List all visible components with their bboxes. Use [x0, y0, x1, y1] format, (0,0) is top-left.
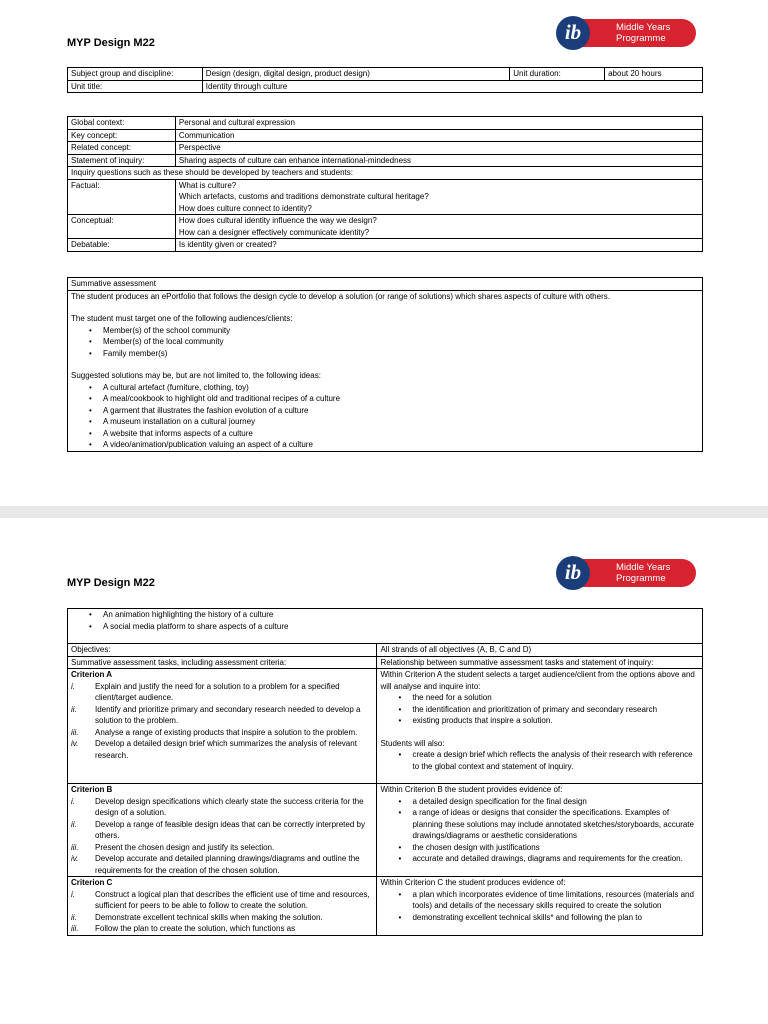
conceptual-questions: [175, 215, 702, 239]
logo-band: [578, 19, 696, 47]
related-concept-label: Related concept:: [68, 142, 176, 155]
list-item: i. Construct a logical plan that describes the efficient use of time and resources, sufficient for peers to be able to follow to create the solution.: [71, 889, 370, 910]
related-concept-value: Perspective: [175, 142, 702, 155]
ib-logo: [556, 16, 698, 50]
criterion-c-tasks: [68, 877, 377, 936]
summative-body: [68, 290, 703, 451]
list-item: iv. Develop a detailed design brief which summarizes the analysis of relevant research.: [71, 739, 357, 760]
unit-info-table: [67, 67, 703, 93]
debatable-question: Is identity given or created?: [175, 239, 702, 252]
factual-question: What is culture?: [178, 180, 237, 190]
inquiry-table: [67, 116, 703, 252]
criterion-c-rel-intro: Within Criterion C the student produces evidence of:: [380, 878, 566, 887]
list-item: • a range of ideas or designs that consider the specifications. Examples of planning these solutions may include annotated sketches/storyboards, accurate drawings/diagrams or aesthetic considerations: [380, 807, 699, 842]
list-item: iii. Follow the plan to create the solution, which functions as: [71, 924, 296, 933]
list-item: • A video/animation/publication valuing an aspect of a culture: [71, 439, 699, 451]
list-item: i. Develop design specifications which clearly state the success criteria for the design of a solution.: [71, 796, 364, 817]
key-concept-value: Communication: [175, 129, 702, 142]
ib-emblem-icon: ib: [556, 556, 590, 590]
criterion-a-list: [71, 681, 373, 762]
solutions-list: [71, 382, 699, 451]
list-item: ii. Develop a range of feasible design ideas that can be correctly interpreted by others.: [71, 819, 365, 840]
criterion-b-tasks: [68, 784, 377, 877]
logo-line-2: Programme: [616, 33, 666, 44]
students-also-list: [380, 749, 699, 772]
factual-label: Factual:: [68, 179, 176, 215]
solutions-intro: Suggested solutions may be, but are not limited to, the following ideas:: [71, 371, 321, 380]
list-item: • create a design brief which reflects the analysis of their research with reference to the global context and statement of inquiry.: [380, 749, 699, 772]
list-item: • the chosen design with justifications: [380, 842, 699, 854]
list-item: • Member(s) of the school community: [71, 325, 699, 337]
list-item: • demonstrating excellent technical skills* and following the plan to: [380, 912, 699, 924]
conceptual-question: How does cultural identity influence the way we design?: [178, 216, 377, 225]
list-item: • accurate and detailed drawings, diagrams and requirements for the creation.: [380, 853, 699, 865]
criterion-c-title: Criterion C: [71, 878, 113, 887]
list-item: • a detailed design specification for the final design: [380, 796, 699, 808]
solutions-continued: [68, 609, 703, 644]
document-page-2: [0, 518, 768, 1024]
factual-questions: [175, 179, 702, 215]
list-item: • A website that informs aspects of a culture: [71, 428, 699, 440]
summative-assessment-table: [67, 277, 703, 452]
list-item: i. Explain and justify the need for a solution to a problem for a specified client/target audience.: [71, 681, 340, 702]
list-item: • existing products that inspire a solution.: [380, 715, 699, 727]
list-item: • A garment that illustrates the fashion evolution of a culture: [71, 405, 699, 417]
criterion-c-rel-list: [380, 889, 699, 924]
tasks-column-heading: Summative assessment tasks, including assessment criteria:: [68, 656, 377, 669]
list-item: iv. Develop accurate and detailed planning drawings/diagrams and outline the requirements for the creation of the chosen solution.: [71, 854, 360, 875]
criterion-a-rel-list: [380, 692, 699, 727]
logo-line-1: Middle Years: [616, 22, 671, 33]
unit-title-value: Identity through culture: [202, 80, 702, 93]
list-item: • A museum installation on a cultural journey: [71, 416, 699, 428]
objectives-label: Objectives:: [68, 644, 377, 657]
criterion-b-rel-intro: Within Criterion B the student provides evidence of:: [380, 785, 563, 794]
list-item: • the identification and prioritization of primary and secondary research: [380, 704, 699, 716]
summative-heading: Summative assessment: [68, 278, 703, 291]
conceptual-label: Conceptual:: [68, 215, 176, 239]
subject-label: Subject group and discipline:: [68, 68, 203, 81]
audience-list: [71, 325, 699, 360]
list-item: • Family member(s): [71, 348, 699, 360]
global-context-label: Global context:: [68, 117, 176, 130]
key-concept-label: Key concept:: [68, 129, 176, 142]
list-item: ii. Demonstrate excellent technical skills when making the solution.: [71, 912, 323, 922]
list-item: ii. Identify and prioritize primary and secondary research needed to develop a solution to the problem.: [71, 704, 361, 725]
factual-question: How does culture connect to identity?: [178, 203, 312, 213]
unit-title-label: Unit title:: [68, 80, 203, 93]
criterion-b-rel-list: [380, 796, 699, 865]
list-item: • A cultural artefact (furniture, clothing, toy): [71, 382, 699, 394]
factual-question: Which artefacts, customs and traditions demonstrate cultural heritage?: [178, 192, 429, 201]
ib-emblem-icon: ib: [556, 16, 590, 50]
conceptual-question: How can a designer effectively communicate identity?: [178, 227, 370, 237]
assessment-table: [67, 608, 703, 936]
document-title: MYP Design M22: [67, 37, 155, 49]
students-also-label: Students will also:: [380, 738, 445, 748]
subject-value: Design (design, digital design, product design): [202, 68, 509, 81]
criterion-c-list: [71, 889, 373, 935]
criterion-a-rel-intro: Within Criterion A the student selects a target audience/client from the options above and will analyse and inquire into:: [380, 670, 695, 691]
criterion-b-list: [71, 796, 373, 877]
criterion-b-title: Criterion B: [71, 785, 113, 794]
document-title: MYP Design M22: [67, 577, 155, 589]
logo-band: [578, 559, 696, 587]
list-item: • An animation highlighting the history of a culture: [71, 609, 699, 621]
criterion-a-tasks: [68, 669, 377, 784]
global-context-value: Personal and cultural expression: [175, 117, 702, 130]
list-item: iii. Present the chosen design and justify its selection.: [71, 842, 275, 852]
audience-intro: The student must target one of the following audiences/clients:: [71, 314, 293, 323]
list-item: • the need for a solution: [380, 692, 699, 704]
document-page-1: [0, 0, 768, 506]
logo-line-2: Programme: [616, 573, 666, 584]
criterion-c-relationship: [377, 877, 703, 936]
duration-label: Unit duration:: [510, 68, 605, 81]
list-item: • A social media platform to share aspects of a culture: [71, 621, 699, 633]
inquiry-questions-heading: Inquiry questions such as these should be developed by teachers and students:: [68, 167, 703, 180]
list-item: • Member(s) of the local community: [71, 336, 699, 348]
logo-line-1: Middle Years: [616, 562, 671, 573]
ib-logo: [556, 556, 698, 590]
summative-intro: The student produces an ePortfolio that follows the design cycle to develop a solution (or range of solutions) which shares aspects of culture with others.: [71, 291, 610, 301]
debatable-label: Debatable:: [68, 239, 176, 252]
criterion-b-relationship: [377, 784, 703, 877]
statement-label: Statement of inquiry:: [68, 154, 176, 167]
criterion-a-relationship: [377, 669, 703, 784]
list-item: iii. Analyse a range of existing products that inspire a solution to the problem.: [71, 727, 358, 737]
list-item: • a plan which incorporates evidence of time limitations, resources (materials and tools) and details of the necessary skills required to create the solution: [380, 889, 699, 912]
relationship-column-heading: Relationship between summative assessment tasks and statement of inquiry:: [377, 656, 703, 669]
objectives-value: All strands of all objectives (A, B, C and D): [377, 644, 703, 657]
statement-value: Sharing aspects of culture can enhance international-mindedness: [175, 154, 702, 167]
criterion-a-title: Criterion A: [71, 670, 113, 679]
solutions-list-continued: [71, 609, 699, 632]
list-item: • A meal/cookbook to highlight old and traditional recipes of a culture: [71, 393, 699, 405]
duration-value: about 20 hours: [605, 68, 703, 81]
